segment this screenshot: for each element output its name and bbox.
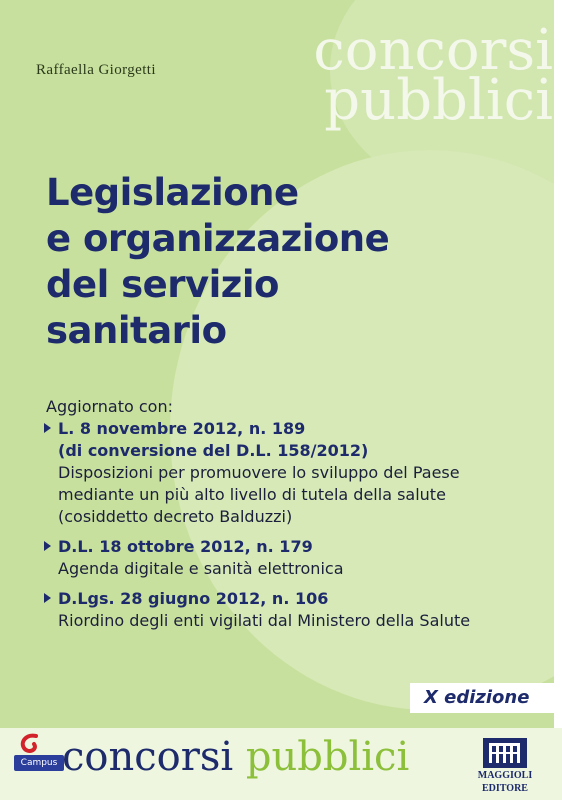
publisher-name: EDITORE bbox=[482, 783, 528, 794]
series-word: pubblici bbox=[324, 68, 553, 133]
edition-badge: X edizione bbox=[410, 683, 562, 713]
book-title bbox=[46, 170, 526, 354]
update-description: Riordino degli enti vigilati dal Ministero della Salute bbox=[58, 611, 471, 630]
update-law: D.L. 18 ottobre 2012, n. 179 bbox=[58, 537, 313, 556]
update-item bbox=[44, 418, 524, 528]
triangle-bullet-icon bbox=[44, 541, 51, 551]
series-word: concorsi bbox=[313, 18, 553, 83]
series-watermark bbox=[228, 18, 553, 133]
update-item bbox=[44, 588, 524, 632]
triangle-bullet-icon bbox=[44, 593, 51, 603]
title-line: e organizzazione bbox=[46, 217, 390, 260]
publisher-name: MAGGIOLI bbox=[477, 770, 533, 781]
brand-word: concorsi bbox=[62, 734, 246, 780]
author-name: Raffaella Giorgetti bbox=[36, 62, 156, 78]
update-description: Agenda digitale e sanità elettronica bbox=[58, 559, 344, 578]
campus-badge: Campus bbox=[14, 755, 64, 771]
update-description: (cosiddetto decreto Balduzzi) bbox=[58, 507, 293, 526]
title-line: del servizio bbox=[46, 263, 279, 306]
title-line: Legislazione bbox=[46, 171, 299, 214]
update-item bbox=[44, 536, 524, 580]
maggioli-logo-icon bbox=[483, 738, 527, 768]
update-description: mediante un più alto livello di tutela della salute bbox=[58, 485, 446, 504]
brand-word: pubblici bbox=[245, 734, 410, 780]
update-law: (di conversione del D.L. 158/2012) bbox=[58, 441, 369, 460]
update-description: Disposizioni per promuovere lo sviluppo del Paese bbox=[58, 463, 460, 482]
updates-heading: Aggiornato con: bbox=[46, 397, 173, 416]
updates-section bbox=[44, 396, 524, 632]
update-law: L. 8 novembre 2012, n. 189 bbox=[58, 419, 306, 438]
title-line: sanitario bbox=[46, 309, 227, 352]
triangle-bullet-icon bbox=[44, 423, 51, 433]
update-law: D.Lgs. 28 giugno 2012, n. 106 bbox=[58, 589, 329, 608]
publisher-logo bbox=[470, 738, 540, 796]
series-brand bbox=[62, 734, 409, 780]
cover-edge bbox=[554, 0, 562, 800]
